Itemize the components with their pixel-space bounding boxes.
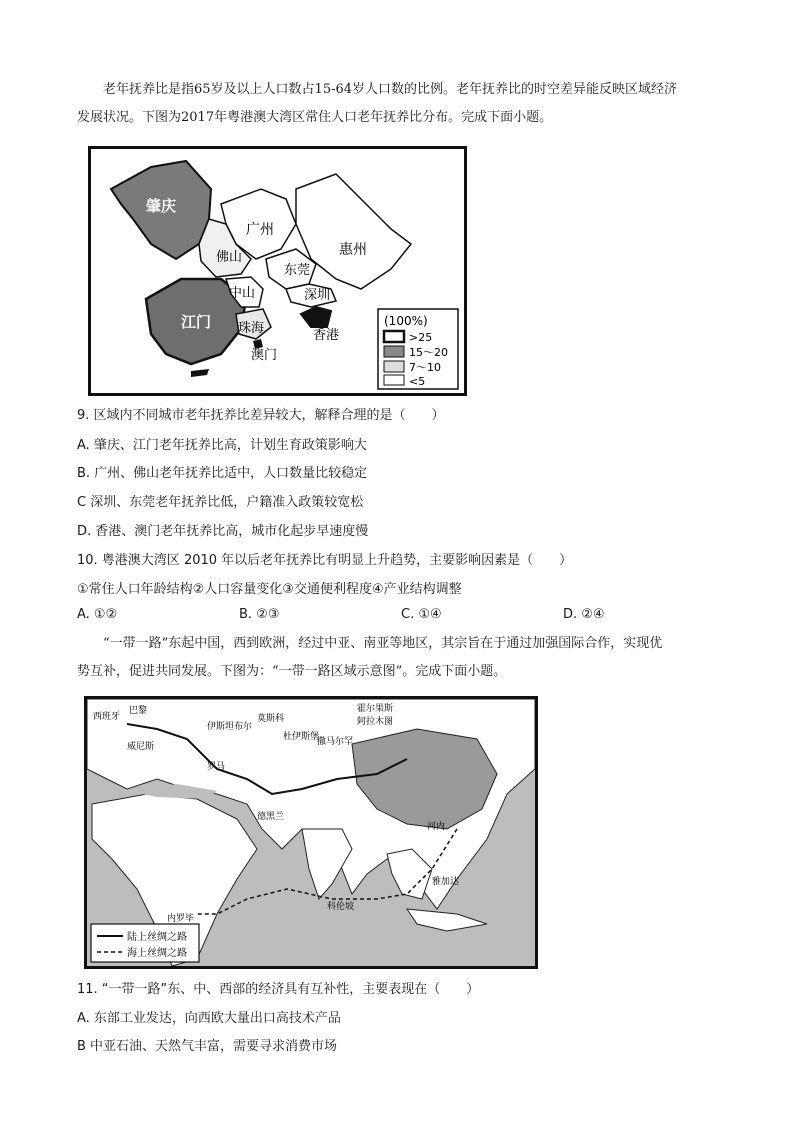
label-jiamoer: 雅加达 [432,877,460,887]
label-macau: 澳门 [251,348,278,363]
q11-option-a: A. 东部工业发达，向西欧大量出口高技术产品 [77,1011,341,1026]
legend-item-1: >25 [409,331,433,344]
label-hongkong: 香港 [313,328,340,343]
hongkong-region [301,307,331,327]
legend-swatch-2 [384,346,404,357]
label-weinisi: 威尼斯 [127,742,155,752]
q11-option-b: B 中亚石油、天然气丰富，需要寻求消费市场 [77,1039,338,1054]
label-guangzhou: 广州 [246,222,274,238]
label-xibanya: 西班牙 [93,712,121,722]
label-heerlan: 杜伊斯堡 [283,732,320,742]
label-zhuhai: 珠海 [238,321,265,336]
intro-paragraph-2 [77,630,727,658]
q10-stem: 10. 粤港澳大湾区 2010 年以后老年抚养比有明显上升趋势，主要影响因素是（ ） [77,553,573,568]
label-mosike: 莫斯科 [257,714,285,724]
intro-2-line-2: 势互补，促进共同发展。下图为：“一带一路区域示意图”。完成下面小题。 [77,664,507,679]
intro-1-line-2: 发展状况。下图为2017年粤港澳大湾区常住人口老年抚养比分布。完成下面小题。 [77,110,553,125]
legend-sea-label: 海上丝绸之路 [127,948,187,959]
q11-stem: 11. “一带一路”东、中、西部的经济具有互补性，主要表现在（ ） [77,982,480,997]
label-gelunbo: 科伦坡 [327,902,355,912]
q9-option-b: B. 广州、佛山老年抚养比适中，人口数量比较稳定 [77,466,368,481]
label-neiluobi: 内罗毕 [167,914,195,924]
q10-option-d: D. ②④ [563,607,605,622]
label-hamuete: 阿拉木图 [357,717,394,727]
legend-swatch-3 [384,361,404,372]
legend-item-2: 15～20 [409,346,448,359]
legend-swatch-4 [384,375,404,385]
label-zhongshan: 中山 [229,286,256,301]
gba-map-svg [91,149,464,393]
label-foshan: 佛山 [216,250,243,265]
belt-road-map [84,696,538,969]
label-huizhou: 惠州 [339,242,367,258]
intro-1-line-1: 老年抚养比是指65岁及以上人口数占15-64岁人口数的比例。老年抚养比的时空差异能反映区域经济 [103,82,678,97]
label-shenzhen: 深圳 [304,288,331,303]
legend-title: (100%) [384,314,428,328]
label-fuermsi: 霍尔果斯 [357,704,394,714]
legend-item-4: <5 [409,375,426,388]
q10-option-c: C. ①④ [401,607,442,622]
legend-land-label: 陆上丝绸之路 [127,932,187,943]
q10-options [77,607,727,622]
gba-dependency-map [88,146,467,396]
q9-option-a: A. 肇庆、江门老年抚养比高，计划生育政策影响大 [77,438,367,453]
q10-option-b: B. ②③ [239,607,280,622]
intro-paragraph-1 [77,76,727,104]
label-debai: 德黑兰 [257,812,285,822]
label-sama: 撒马尔罕 [317,737,354,747]
intro-paragraph-1-cont [77,104,727,132]
island-shape [191,369,209,377]
legend-swatch-1 [384,331,404,342]
label-luomu: 罗马 [207,762,226,772]
q9-option-c: C 深圳、东莞老年抚养比低，户籍准入政策较宽松 [77,495,364,510]
q9-option-d: D. 香港、澳门老年抚养比高，城市化起步早速度慢 [77,524,369,539]
label-baxi: 巴黎 [129,706,148,716]
label-dongguan: 东莞 [284,263,311,278]
q10-factors: ①常住人口年龄结构②人口容量变化③交通便利程度④产业结构调整 [77,582,462,597]
q9-stem: 9. 区域内不同城市老年抚养比差异较大，解释合理的是（ ） [77,408,445,423]
label-jiangmen: 江门 [181,313,212,331]
intro-2-line-1: “一带一路”东起中国，西到欧洲，经过中亚、南亚等地区，其宗旨在于通过加强国际合作，实现优 [103,636,663,651]
belt-road-map-svg [87,699,535,966]
intro-paragraph-2-cont [77,658,727,686]
q10-option-a: A. ①② [77,607,118,622]
label-zhaoqing: 肇庆 [146,197,177,215]
label-henei: 河内 [427,822,446,832]
label-yisitanbuer: 伊斯坦布尔 [207,722,253,732]
legend-item-3: 7～10 [409,361,441,374]
